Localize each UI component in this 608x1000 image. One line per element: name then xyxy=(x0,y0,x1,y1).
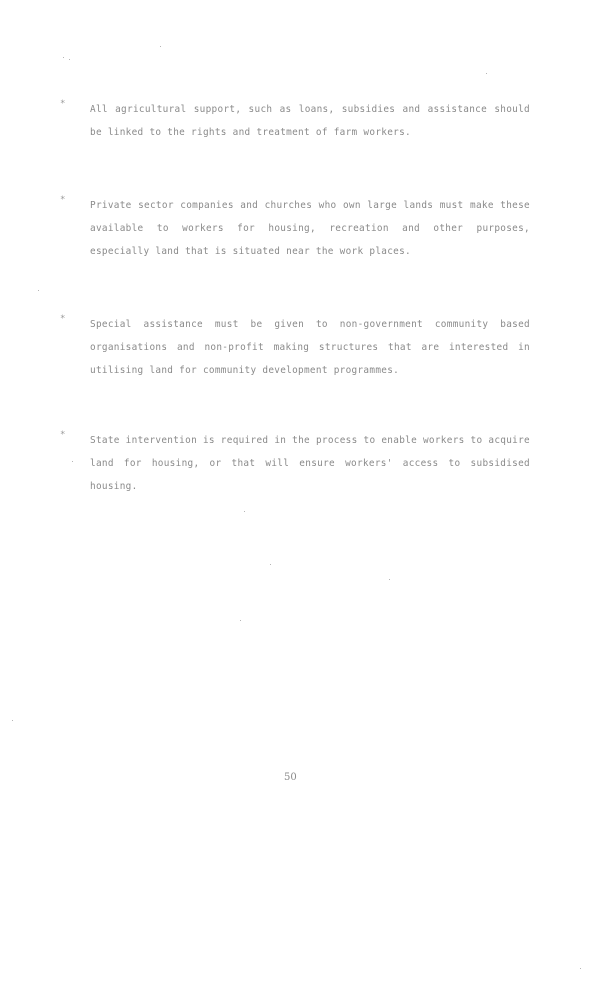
bullet-text: Private sector companies and churches who own large lands must make these available to workers for housing, recreation and other purposes, especially land that is situated near the work places. xyxy=(90,200,530,257)
bullet-marker: * xyxy=(60,314,66,324)
scan-speck xyxy=(72,461,73,462)
bullet-marker: * xyxy=(60,195,66,205)
scan-speck xyxy=(69,59,70,60)
scan-speck xyxy=(38,290,39,291)
scan-speck xyxy=(160,46,161,47)
bullet-marker: * xyxy=(60,99,66,109)
bullet-marker: * xyxy=(60,430,66,440)
scan-speck xyxy=(486,73,487,74)
bullet-text: State intervention is required in the process to enable workers to acquire land for housing, or that will ensure workers' access to subsidised housing. xyxy=(90,435,530,492)
scan-speck xyxy=(580,968,581,969)
scan-speck xyxy=(389,579,390,580)
scan-speck xyxy=(240,620,241,621)
scan-speck xyxy=(270,564,271,565)
bullet-text: Special assistance must be given to non-government community based organisations and non-profit making structures that are interested in utilising land for community development programmes. xyxy=(90,319,530,376)
scan-speck xyxy=(244,511,245,512)
scan-speck xyxy=(63,57,64,58)
scan-speck xyxy=(12,720,13,721)
bullet-text: All agricultural support, such as loans, subsidies and assistance should be linked to the rights and treatment of farm workers. xyxy=(90,104,530,138)
page-number: 50 xyxy=(284,772,297,783)
